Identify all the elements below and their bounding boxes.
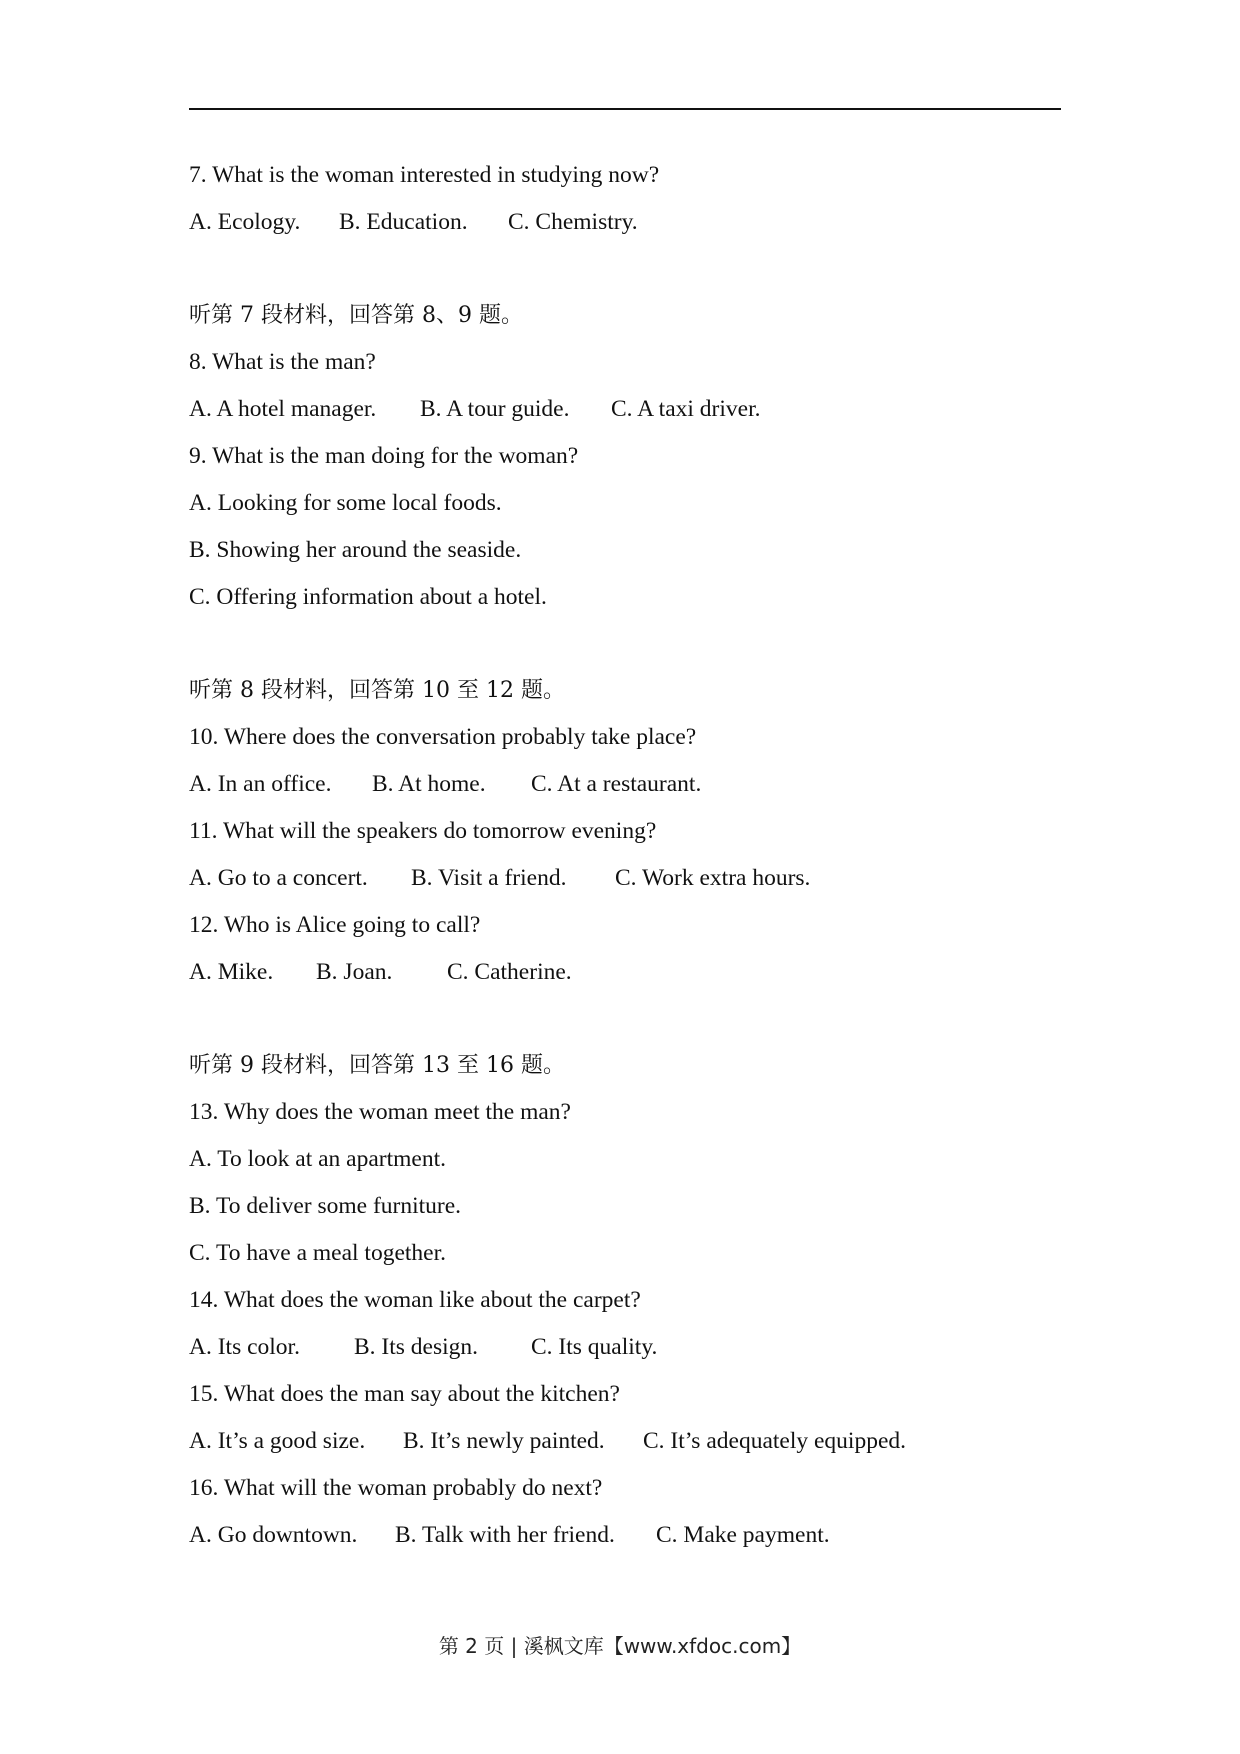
option-16a: A. Go downtown.: [189, 1522, 358, 1548]
options-8: [189, 386, 1089, 433]
question-8: 8. What is the man?: [189, 349, 376, 375]
option-11a: A. Go to a concert.: [189, 865, 368, 891]
question-7: 7. What is the woman interested in studying now?: [189, 162, 660, 188]
option-8b: B. A tour guide.: [420, 396, 570, 422]
question-12: 12. Who is Alice going to call?: [189, 912, 481, 938]
option-15b: B. It’s newly painted.: [403, 1428, 605, 1454]
question-11: 11. What will the speakers do tomorrow evening?: [189, 818, 657, 844]
options-7: [189, 199, 1089, 246]
question-16: 16. What will the woman probably do next?: [189, 1475, 603, 1501]
option-15a: A. It’s a good size.: [189, 1428, 366, 1454]
section-heading-7: 听第 7 段材料，回答第 8、9 题。: [189, 303, 523, 328]
option-13b: B. To deliver some furniture.: [189, 1193, 462, 1219]
options-11: [189, 855, 1089, 902]
options-12: [189, 949, 1089, 996]
option-7a: A. Ecology.: [189, 209, 301, 235]
option-16c: C. Make payment.: [656, 1522, 830, 1548]
option-16b: B. Talk with her friend.: [395, 1522, 615, 1548]
option-14c: C. Its quality.: [531, 1334, 658, 1360]
options-10: [189, 761, 1089, 808]
option-9c: C. Offering information about a hotel.: [189, 584, 547, 610]
option-9b: B. Showing her around the seaside.: [189, 537, 522, 563]
section-heading-8: 听第 8 段材料，回答第 10 至 12 题。: [189, 678, 565, 703]
option-13c: C. To have a meal together.: [189, 1240, 446, 1266]
options-15: [189, 1418, 1089, 1465]
options-14: [189, 1324, 1089, 1371]
question-15: 15. What does the man say about the kitchen?: [189, 1381, 620, 1407]
option-11c: C. Work extra hours.: [615, 865, 811, 891]
section-heading-9: 听第 9 段材料，回答第 13 至 16 题。: [189, 1053, 565, 1078]
option-10b: B. At home.: [372, 771, 486, 797]
option-8c: C. A taxi driver.: [611, 396, 761, 422]
option-14a: A. Its color.: [189, 1334, 300, 1360]
question-14: 14. What does the woman like about the carpet?: [189, 1287, 641, 1313]
option-12c: C. Catherine.: [447, 959, 572, 985]
option-10a: A. In an office.: [189, 771, 332, 797]
option-13a: A. To look at an apartment.: [189, 1146, 447, 1172]
option-7b: B. Education.: [339, 209, 468, 235]
option-11b: B. Visit a friend.: [411, 865, 567, 891]
option-10c: C. At a restaurant.: [531, 771, 702, 797]
exam-content: [189, 152, 1089, 1559]
option-14b: B. Its design.: [354, 1334, 479, 1360]
header-rule: [189, 108, 1061, 110]
option-15c: C. It’s adequately equipped.: [643, 1428, 906, 1454]
spacer: [189, 246, 1089, 292]
option-7c: C. Chemistry.: [508, 209, 638, 235]
option-9a: A. Looking for some local foods.: [189, 490, 502, 516]
spacer: [189, 996, 1089, 1042]
option-8a: A. A hotel manager.: [189, 396, 377, 422]
question-13: 13. Why does the woman meet the man?: [189, 1099, 571, 1125]
page-footer: 第 2 页 | 溪枫文库【www.xfdoc.com】: [438, 1634, 802, 1658]
options-16: [189, 1512, 1089, 1559]
option-12b: B. Joan.: [316, 959, 393, 985]
spacer: [189, 621, 1089, 667]
question-9: 9. What is the man doing for the woman?: [189, 443, 579, 469]
question-10: 10. Where does the conversation probably take place?: [189, 724, 697, 750]
option-12a: A. Mike.: [189, 959, 274, 985]
